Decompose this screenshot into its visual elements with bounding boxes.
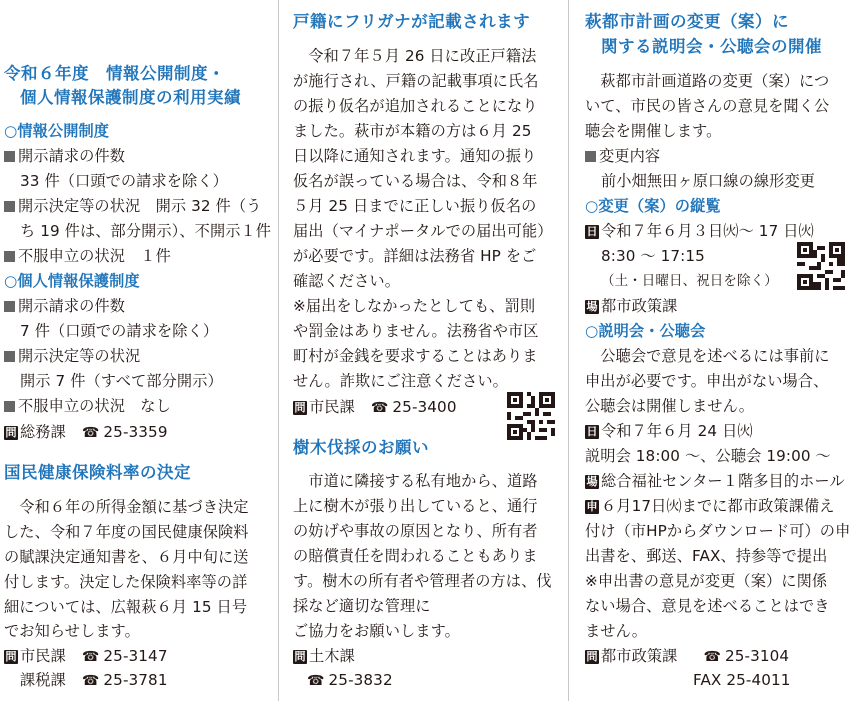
furigana-body-line: の振り仮名が追加されることになり — [293, 97, 538, 115]
furigana-body-line: 仮名が誤っている場合は、令和８年 — [293, 172, 538, 190]
tree-body-line: 採など適切な管理に — [293, 597, 431, 615]
square-bullet-icon — [4, 251, 15, 262]
apply-line3: 出書を、郵送、FAX、持参等で提出 — [585, 547, 828, 565]
column-divider-2 — [568, 0, 569, 701]
section-title-urban-plan-1: 萩都市計画の変更（案）に — [585, 12, 789, 31]
square-bullet-icon — [585, 151, 596, 162]
square-bullet-icon — [4, 401, 15, 412]
place-tag: 場 — [586, 300, 598, 313]
column-middle — [285, 0, 565, 701]
phone-number[interactable]: 25-3147 — [103, 647, 168, 665]
phone-icon: ☎ — [81, 673, 100, 689]
qr-code-icon — [507, 392, 555, 440]
contact-citizens: 問 市民課 ☎ 25-3147 — [4, 645, 168, 667]
contact-civil-engineering: 問 土木課 — [294, 647, 355, 665]
date-tag: 日 — [586, 425, 598, 438]
meeting-body-line: 公聴会で意見を述べるには事前に — [585, 347, 830, 365]
contact-citizens-furigana: 問 市民課 ☎ 25-3400 — [293, 396, 457, 418]
column-divider-1 — [278, 0, 279, 701]
tree-body-line: 上に樹木が張り出していると、通行 — [293, 497, 538, 515]
apply-line1: 申 ６月17日㈫までに都市政策課備え — [586, 497, 835, 515]
square-bullet-icon — [4, 301, 15, 312]
square-bullet-icon — [4, 151, 15, 162]
note-line: ない場合、意見を述べることはでき — [585, 597, 830, 615]
change-label: 変更内容 — [599, 147, 661, 165]
inquiry-tag: 問 — [5, 426, 17, 439]
tree-body-line: す。樹木の所有者や管理者の方は、伐 — [293, 572, 552, 590]
place-tag: 場 — [586, 475, 598, 488]
qr-code-icon[interactable] — [507, 392, 555, 440]
subheading-privacy: ○個人情報保護制度 — [4, 272, 140, 290]
phone-icon: ☎ — [370, 400, 389, 416]
tree-body-line: 市道に隣接する私有地から、道路 — [293, 472, 538, 490]
furigana-body-line: 確認ください。 — [293, 272, 401, 290]
urban-intro-line: 聴会を開催します。 — [585, 122, 722, 140]
health-body-line: した、令和７年度の国民健康保険料 — [4, 523, 249, 541]
furigana-note-line: や罰金はありません。法務省や市区 — [293, 322, 539, 340]
health-body-line: 付します。決定した保険料率等の詳 — [4, 573, 248, 591]
tree-body-line: の妨げや事故の原因となり、所有者 — [293, 522, 538, 540]
apply-line2: 付け（市HPからダウンロード可）の申 — [585, 522, 851, 540]
inquiry-tag: 問 — [5, 650, 17, 663]
viewing-time: 8:30 ～ 17:15 — [601, 247, 705, 265]
info-requests-value: 33 件（口頭での請求を除く） — [20, 172, 228, 190]
furigana-body-line: ５月 25 日までに正しい振り仮名の — [293, 197, 537, 215]
health-body-line: の賦課決定通知書を、６月中旬に送 — [4, 548, 249, 566]
phone-icon: ☎ — [703, 649, 721, 665]
viewing-date: 日 令和７年６月３日㈫～ 17 日㈫ — [586, 222, 814, 240]
furigana-note-line: ※届出をしなかったとしても、罰則 — [293, 297, 536, 315]
furigana-note-line: 町村が金銭を要求することはありま — [293, 347, 538, 365]
meeting-body-line: 申出が必要です。申出がない場合、 — [585, 372, 829, 390]
furigana-body-line: 令和７年５月 26 日に改正戸籍法 — [293, 47, 537, 65]
privacy-decision-label: 開示決定等の状況 — [18, 347, 141, 365]
fax-number[interactable]: FAX 25-4011 — [693, 671, 791, 689]
subheading-info-disclosure: ○情報公開制度 — [4, 122, 110, 140]
contact-tax: 課税課 ☎ 25-3781 — [20, 669, 168, 691]
inquiry-tag: 問 — [294, 650, 306, 663]
furigana-body-line: 日以降に通知されます。通知の振り — [293, 147, 537, 165]
section-title-disclosure-1: 令和６年度 情報公開制度・ — [4, 64, 225, 83]
info-decision-line2: ち 19 件は、部分開示）、不開示１件 — [20, 222, 272, 240]
info-appeal: 不服申立の状況 １件 — [18, 247, 171, 265]
health-body-line: 令和６年の所得金額に基づき決定 — [4, 498, 249, 516]
meeting-body-line: 公聴会は開催しません。 — [585, 397, 755, 415]
contact-civil-engineering-tel — [307, 669, 393, 691]
furigana-body-line: が施行され、戸籍の記載事項に氏名 — [293, 72, 539, 90]
phone-number[interactable]: 25-3400 — [392, 398, 457, 416]
info-decision-line1: 開示決定等の状況 開示 32 件（う — [18, 197, 262, 215]
privacy-appeal: 不服申立の状況 なし — [18, 397, 171, 415]
health-body-line: でお知らせします。 — [4, 622, 140, 640]
phone-number[interactable]: 25-3359 — [103, 423, 168, 441]
furigana-body-line: が必要です。詳細は法務省 HP をご — [293, 247, 537, 265]
section-title-disclosure-2: 個人情報保護制度の利用実績 — [20, 88, 241, 107]
date-tag: 日 — [586, 225, 598, 238]
phone-number[interactable]: 25-3832 — [328, 671, 393, 689]
inquiry-tag: 問 — [586, 650, 598, 663]
phone-number[interactable]: 25-3781 — [103, 671, 168, 689]
tree-body-line: ご協力をお願いします。 — [293, 622, 460, 640]
phone-icon: ☎ — [81, 425, 100, 441]
inquiry-tag: 問 — [294, 401, 306, 414]
note-line: ※申出書の意見が変更（案）に関係 — [585, 572, 828, 590]
furigana-body-line: 届出（マイナポータルでの届出可能） — [293, 222, 553, 240]
urban-intro-line: いて、市民の皆さんの意見を聞く公 — [585, 97, 830, 115]
column-right — [577, 0, 861, 701]
meeting-place: 場 総合福祉センター１階多目的ホール — [586, 472, 845, 490]
phone-icon: ☎ — [81, 649, 100, 665]
privacy-decision-value: 開示 7 件（すべて部分開示） — [20, 372, 223, 390]
section-title-health-insurance: 国民健康保険料率の決定 — [4, 463, 191, 482]
section-title-urban-plan-2: 関する説明会・公聴会の開催 — [601, 37, 822, 56]
subheading-meeting: ○説明会・公聴会 — [585, 322, 706, 340]
furigana-note-line: せん。詐欺にご注意ください。 — [293, 372, 508, 390]
note-line: ません。 — [585, 622, 648, 640]
square-bullet-icon — [4, 201, 15, 212]
meeting-time: 説明会 18:00 ～、公聴会 19:00 ～ — [585, 447, 831, 465]
apply-tag: 申 — [586, 500, 598, 513]
privacy-requests-label: 開示請求の件数 — [18, 297, 126, 315]
change-value: 前小畑無田ヶ原口線の線形変更 — [601, 172, 816, 190]
phone-icon: ☎ — [307, 673, 325, 689]
info-requests-label: 開示請求の件数 — [18, 147, 126, 165]
qr-code-icon — [797, 242, 845, 290]
viewing-note: （土・日曜日、祝日を除く） — [601, 273, 778, 289]
meeting-date: 日 令和７年６月 24 日㈫ — [586, 422, 753, 440]
furigana-body-line: ました。萩市が本籍の方は６月 25 — [293, 122, 532, 140]
contact-urban-policy: 問 都市政策課 ☎ 25-3104 — [585, 645, 789, 667]
section-title-furigana: 戸籍にフリガナが記載されます — [293, 12, 531, 31]
qr-code-icon[interactable] — [797, 242, 845, 290]
privacy-requests-value: 7 件（口頭での請求を除く） — [20, 322, 219, 340]
subheading-viewing: ○変更（案）の縦覧 — [585, 197, 721, 215]
square-bullet-icon — [4, 351, 15, 362]
phone-number[interactable]: 25-3104 — [724, 647, 790, 665]
health-body-line: 細については、広報萩６月 15 日号 — [4, 598, 248, 616]
urban-intro-line: 萩都市計画道路の変更（案）につ — [585, 72, 830, 90]
column-left — [0, 0, 274, 701]
section-title-tree-trimming: 樹木伐採のお願い — [293, 438, 429, 457]
contact-general-affairs: 問 総務課 ☎ 25-3359 — [4, 421, 168, 443]
viewing-place: 場 都市政策課 — [586, 297, 678, 315]
tree-body-line: の賠償責任を問われることもありま — [293, 547, 538, 565]
